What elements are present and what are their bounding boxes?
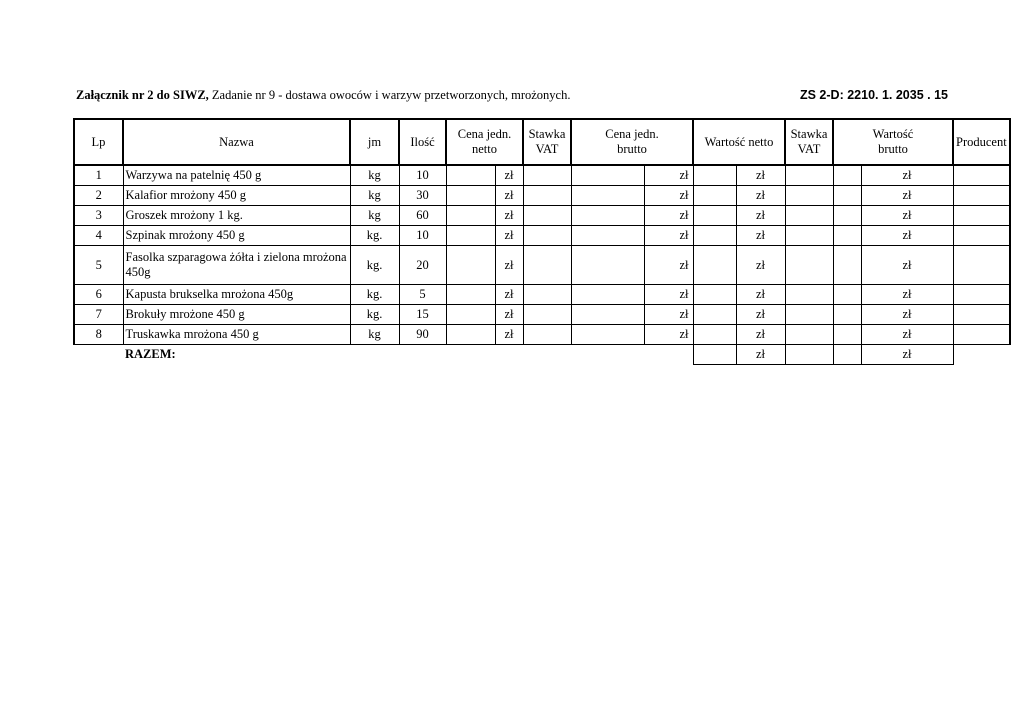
row-producent-input[interactable]: [953, 246, 1010, 285]
row-cena-netto-currency: zł: [495, 246, 523, 285]
row-stawka-vat-2-input[interactable]: [785, 246, 833, 285]
row-wartosc-brutto-currency: zł: [861, 206, 953, 226]
col-nazwa: Nazwa: [123, 119, 350, 165]
row-jm: kg: [350, 165, 399, 186]
table-row: [74, 226, 1010, 246]
row-producent-input[interactable]: [953, 206, 1010, 226]
row-wartosc-netto-currency: zł: [736, 186, 785, 206]
row-cena-brutto-input[interactable]: [571, 246, 644, 285]
attachment-title: [76, 88, 570, 103]
row-jm: kg.: [350, 305, 399, 325]
row-jm: kg.: [350, 246, 399, 285]
row-cena-brutto-input[interactable]: [571, 325, 644, 345]
summary-wartosc-brutto-currency: zł: [861, 345, 953, 365]
summary-row: [74, 345, 1010, 365]
row-producent-input[interactable]: [953, 285, 1010, 305]
row-ilosc: 15: [399, 305, 446, 325]
row-wartosc-netto-input[interactable]: [693, 325, 736, 345]
row-wartosc-netto-input[interactable]: [693, 246, 736, 285]
summary-wartosc-netto-currency: zł: [736, 345, 785, 365]
row-stawka-vat-2-input[interactable]: [785, 165, 833, 186]
row-wartosc-netto-input[interactable]: [693, 305, 736, 325]
row-wartosc-brutto-currency: zł: [861, 226, 953, 246]
table-row: [74, 206, 1010, 226]
row-lp: 6: [74, 285, 123, 305]
row-wartosc-brutto-input[interactable]: [833, 226, 861, 246]
row-cena-brutto-currency: zł: [644, 206, 693, 226]
row-wartosc-netto-currency: zł: [736, 325, 785, 345]
row-cena-brutto-input[interactable]: [571, 305, 644, 325]
row-wartosc-brutto-input[interactable]: [833, 186, 861, 206]
row-cena-brutto-currency: zł: [644, 325, 693, 345]
row-wartosc-netto-currency: zł: [736, 285, 785, 305]
row-cena-netto-currency: zł: [495, 186, 523, 206]
row-lp: 4: [74, 226, 123, 246]
price-form-table: [73, 118, 1011, 365]
row-wartosc-netto-input[interactable]: [693, 285, 736, 305]
row-stawka-vat-input[interactable]: [523, 206, 571, 226]
row-wartosc-brutto-currency: zł: [861, 305, 953, 325]
row-stawka-vat-input[interactable]: [523, 325, 571, 345]
row-wartosc-netto-currency: zł: [736, 206, 785, 226]
row-wartosc-netto-currency: zł: [736, 165, 785, 186]
table-row: [74, 325, 1010, 345]
row-cena-brutto-currency: zł: [644, 246, 693, 285]
row-jm: kg.: [350, 226, 399, 246]
attachment-title-bold: Załącznik nr 2 do SIWZ,: [76, 88, 209, 102]
summary-label: RAZEM:: [125, 347, 176, 362]
row-producent-input[interactable]: [953, 186, 1010, 206]
row-wartosc-brutto-input[interactable]: [833, 325, 861, 345]
col-wartosc-brutto: Wartość brutto: [833, 119, 953, 165]
row-nazwa: Kalafior mrożony 450 g: [123, 186, 350, 206]
row-cena-brutto-input[interactable]: [571, 186, 644, 206]
row-wartosc-brutto-currency: zł: [861, 325, 953, 345]
row-wartosc-netto-currency: zł: [736, 246, 785, 285]
row-wartosc-brutto-currency: zł: [861, 246, 953, 285]
row-nazwa: Groszek mrożony 1 kg.: [123, 206, 350, 226]
row-wartosc-netto-input[interactable]: [693, 165, 736, 186]
row-cena-netto-input[interactable]: [446, 165, 495, 186]
row-cena-brutto-currency: zł: [644, 226, 693, 246]
col-producent: Producent: [953, 119, 1010, 165]
row-stawka-vat-2-input[interactable]: [785, 285, 833, 305]
row-stawka-vat-2-input[interactable]: [785, 186, 833, 206]
row-cena-brutto-input[interactable]: [571, 285, 644, 305]
summary-spacer-end: [953, 345, 1010, 365]
row-wartosc-netto-currency: zł: [736, 226, 785, 246]
row-cena-brutto-currency: zł: [644, 165, 693, 186]
row-cena-brutto-currency: zł: [644, 186, 693, 206]
table-row: [74, 186, 1010, 206]
row-wartosc-brutto-input[interactable]: [833, 246, 861, 285]
row-nazwa: Truskawka mrożona 450 g: [123, 325, 350, 345]
row-cena-brutto-input[interactable]: [571, 226, 644, 246]
col-jm: jm: [350, 119, 399, 165]
row-ilosc: 5: [399, 285, 446, 305]
row-lp: 8: [74, 325, 123, 345]
table-row: [74, 246, 1010, 285]
row-stawka-vat-input[interactable]: [523, 285, 571, 305]
row-wartosc-brutto-input[interactable]: [833, 206, 861, 226]
row-lp: 7: [74, 305, 123, 325]
row-wartosc-netto-input[interactable]: [693, 226, 736, 246]
row-ilosc: 20: [399, 246, 446, 285]
row-cena-netto-input[interactable]: [446, 325, 495, 345]
col-cena-brutto: Cena jedn. brutto: [571, 119, 693, 165]
row-cena-netto-input[interactable]: [446, 226, 495, 246]
reference-number: ZS 2-D: 2210. 1. 2035 . 15: [799, 88, 948, 102]
row-cena-netto-input[interactable]: [446, 206, 495, 226]
row-wartosc-brutto-input[interactable]: [833, 285, 861, 305]
row-wartosc-brutto-currency: zł: [861, 186, 953, 206]
row-ilosc: 10: [399, 165, 446, 186]
row-cena-brutto-input[interactable]: [571, 165, 644, 186]
row-producent-input[interactable]: [953, 226, 1010, 246]
row-cena-netto-currency: zł: [495, 305, 523, 325]
row-lp: 2: [74, 186, 123, 206]
row-wartosc-netto-input[interactable]: [693, 186, 736, 206]
row-jm: kg: [350, 186, 399, 206]
row-cena-netto-input[interactable]: [446, 246, 495, 285]
row-ilosc: 10: [399, 226, 446, 246]
row-stawka-vat-input[interactable]: [523, 226, 571, 246]
summary-wartosc-brutto-input[interactable]: [833, 345, 861, 365]
row-cena-netto-currency: zł: [495, 165, 523, 186]
row-cena-netto-input[interactable]: [446, 186, 495, 206]
row-cena-brutto-currency: zł: [644, 285, 693, 305]
col-stawka-vat-2: Stawka VAT: [785, 119, 833, 165]
row-nazwa: Kapusta brukselka mrożona 450g: [123, 285, 350, 305]
col-stawka-vat: Stawka VAT: [523, 119, 571, 165]
row-nazwa: Brokuły mrożone 450 g: [123, 305, 350, 325]
col-ilosc: Ilość: [399, 119, 446, 165]
row-wartosc-netto-currency: zł: [736, 305, 785, 325]
table-row: [74, 165, 1010, 186]
row-jm: kg: [350, 325, 399, 345]
attachment-title-rest: Zadanie nr 9 - dostawa owoców i warzyw przetworzonych, mrożonych.: [208, 88, 571, 102]
row-ilosc: 90: [399, 325, 446, 345]
row-ilosc: 30: [399, 186, 446, 206]
row-lp: 1: [74, 165, 123, 186]
row-nazwa: Szpinak mrożony 450 g: [123, 226, 350, 246]
row-cena-brutto-currency: zł: [644, 305, 693, 325]
row-nazwa: Fasolka szparagowa żółta i zielona mrożona 450g: [123, 246, 350, 285]
row-jm: kg: [350, 206, 399, 226]
col-wartosc-netto: Wartość netto: [693, 119, 785, 165]
row-stawka-vat-input[interactable]: [523, 165, 571, 186]
row-wartosc-brutto-input[interactable]: [833, 165, 861, 186]
row-cena-netto-input[interactable]: [446, 305, 495, 325]
col-cena-netto: Cena jedn. netto: [446, 119, 523, 165]
row-producent-input[interactable]: [953, 305, 1010, 325]
row-producent-input[interactable]: [953, 325, 1010, 345]
row-stawka-vat-input[interactable]: [523, 186, 571, 206]
row-cena-netto-currency: zł: [495, 285, 523, 305]
table-row: [74, 285, 1010, 305]
col-lp: Lp: [74, 119, 123, 165]
row-jm: kg.: [350, 285, 399, 305]
row-stawka-vat-input[interactable]: [523, 246, 571, 285]
summary-spacer: [74, 345, 123, 365]
row-lp: 3: [74, 206, 123, 226]
row-wartosc-brutto-currency: zł: [861, 165, 953, 186]
summary-wartosc-netto-input[interactable]: [693, 345, 736, 365]
row-cena-brutto-input[interactable]: [571, 206, 644, 226]
row-stawka-vat-2-input[interactable]: [785, 325, 833, 345]
table-row: [74, 305, 1010, 325]
row-stawka-vat-input[interactable]: [523, 305, 571, 325]
row-cena-netto-input[interactable]: [446, 285, 495, 305]
row-wartosc-netto-input[interactable]: [693, 206, 736, 226]
summary-stawka-vat-input[interactable]: [785, 345, 833, 365]
row-cena-netto-currency: zł: [495, 226, 523, 246]
row-lp: 5: [74, 246, 123, 285]
row-producent-input[interactable]: [953, 165, 1010, 186]
row-stawka-vat-2-input[interactable]: [785, 226, 833, 246]
row-wartosc-brutto-currency: zł: [861, 285, 953, 305]
row-cena-netto-currency: zł: [495, 206, 523, 226]
document-header: [76, 88, 948, 104]
row-nazwa: Warzywa na patelnię 450 g: [123, 165, 350, 186]
row-cena-netto-currency: zł: [495, 325, 523, 345]
row-stawka-vat-2-input[interactable]: [785, 206, 833, 226]
row-ilosc: 60: [399, 206, 446, 226]
row-wartosc-brutto-input[interactable]: [833, 305, 861, 325]
table-header-row: [74, 119, 1010, 165]
row-stawka-vat-2-input[interactable]: [785, 305, 833, 325]
